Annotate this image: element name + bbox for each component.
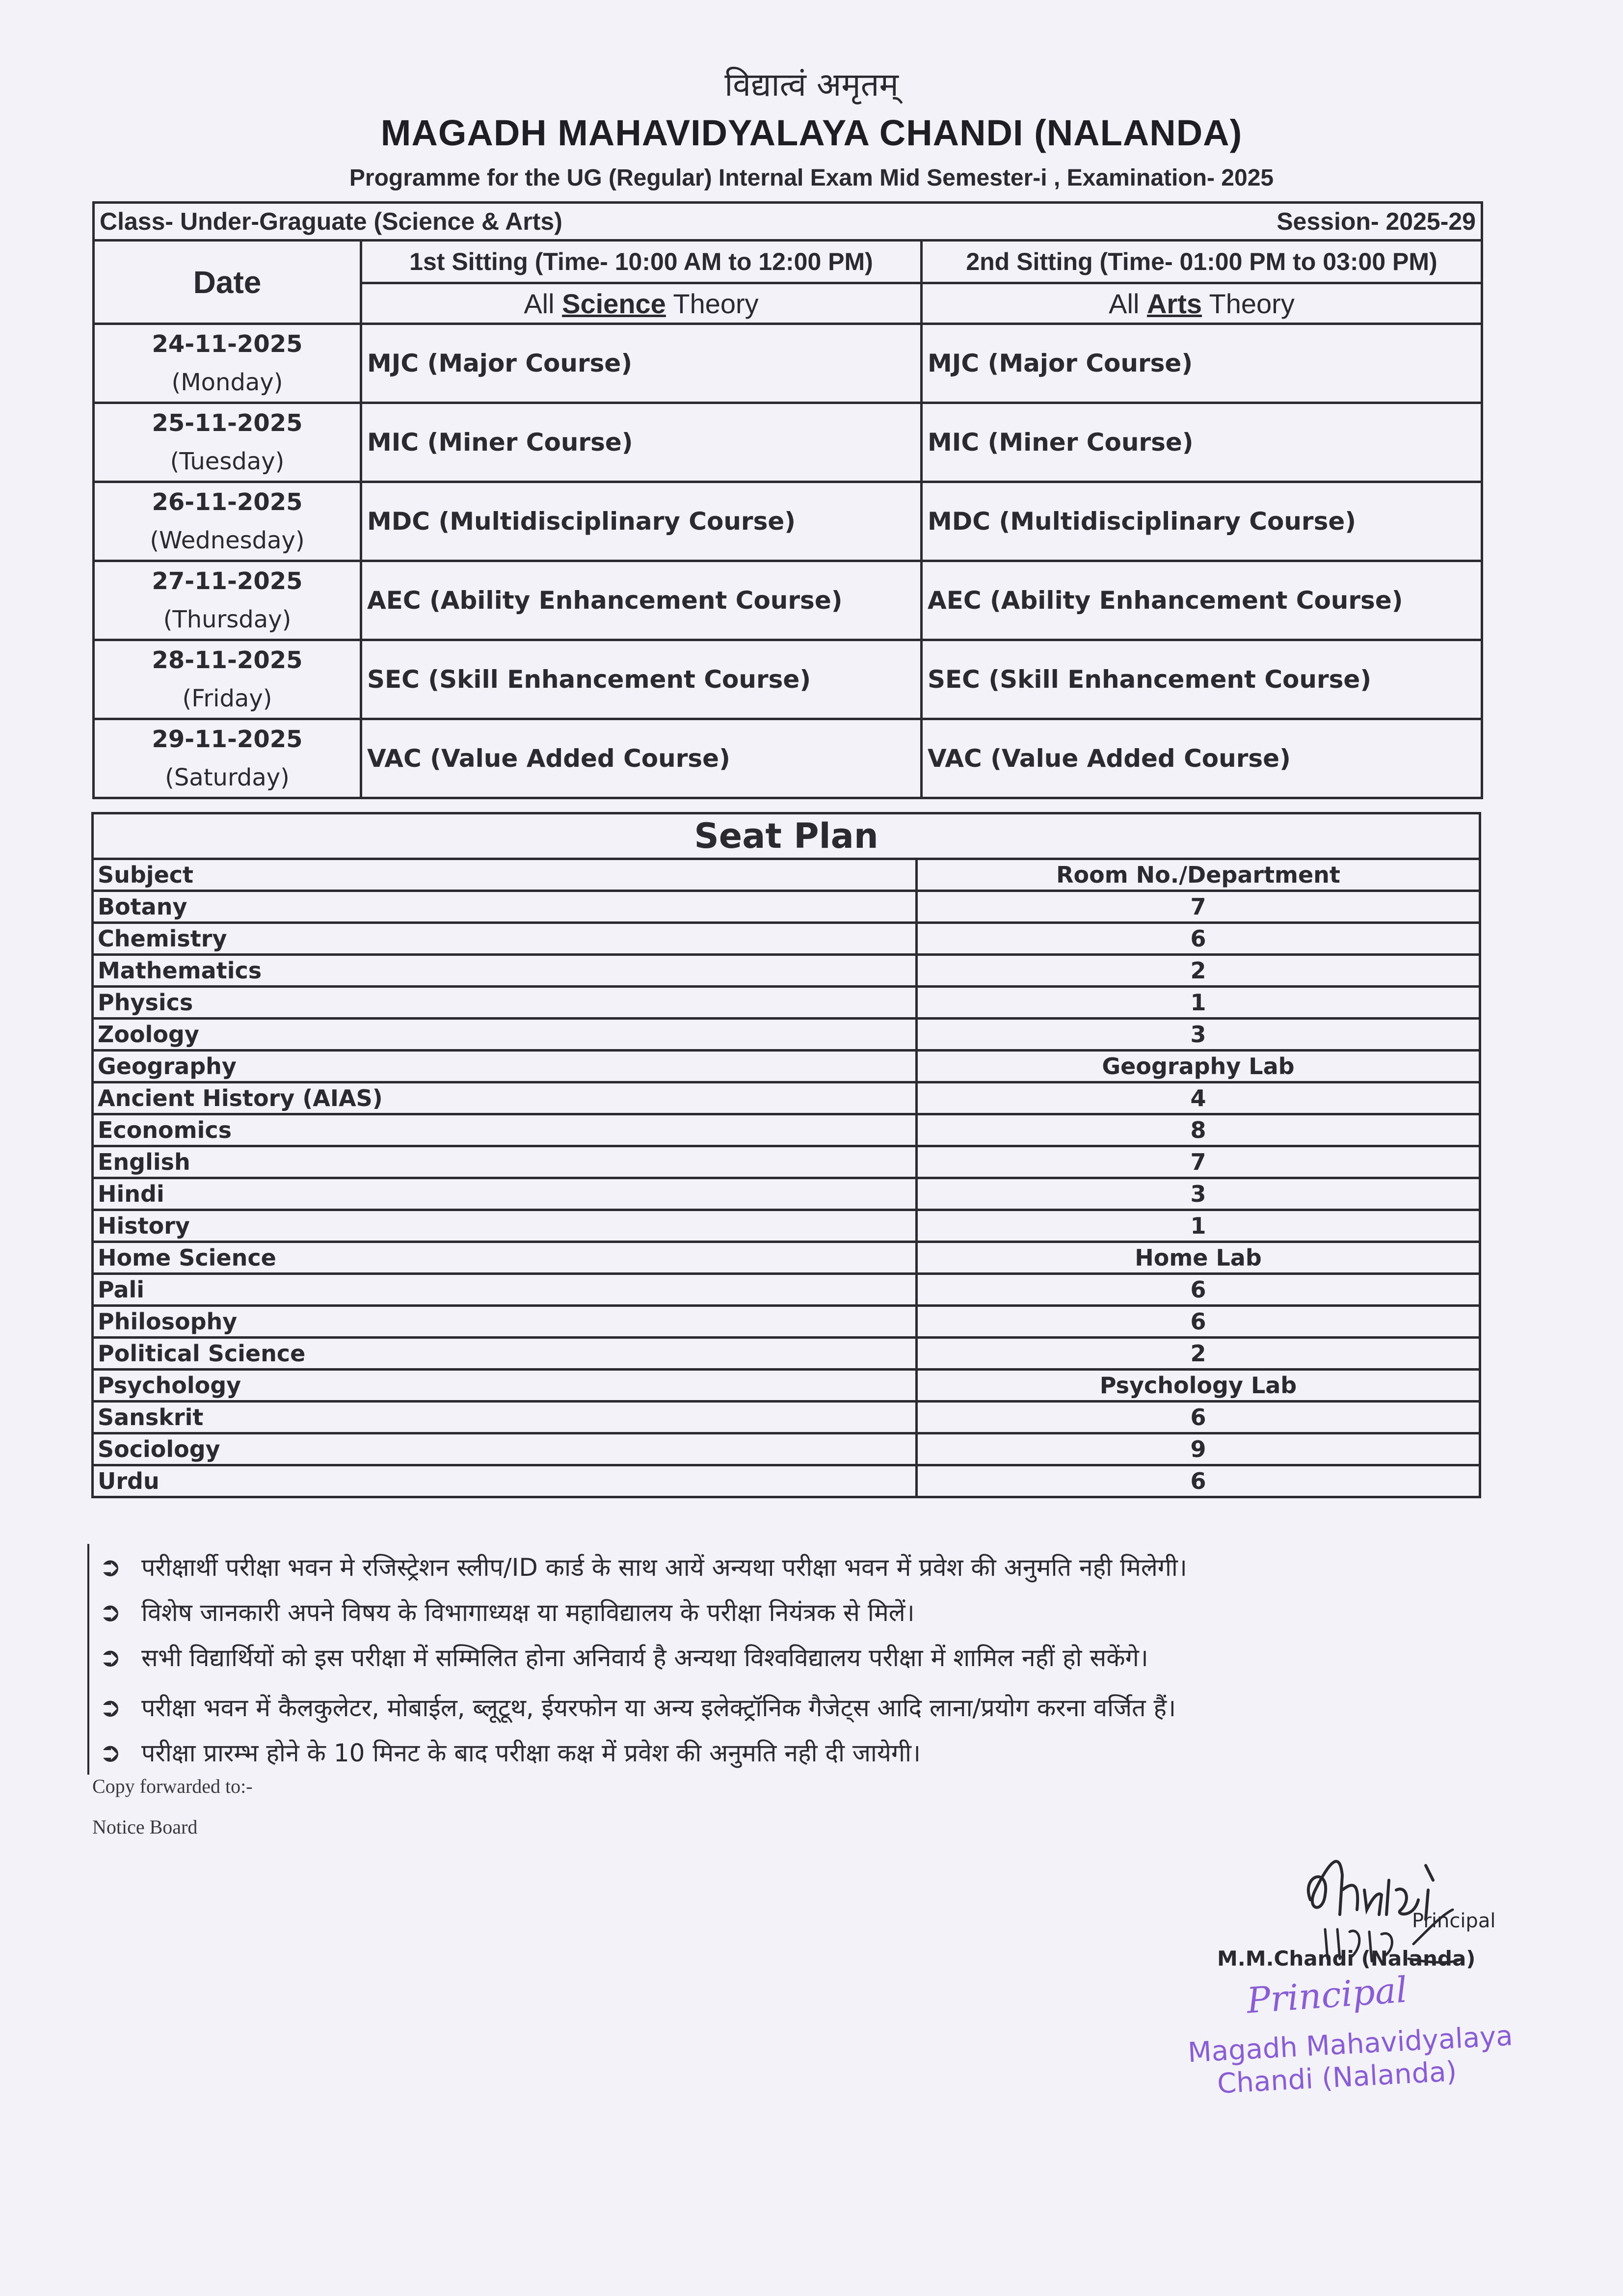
instruction-item xyxy=(99,1634,1522,1679)
seat-row xyxy=(93,1019,1480,1051)
seat-row xyxy=(93,987,1480,1019)
instruction-text: परीक्षा प्रारम्भ होने के 10 मिनट के बाद परीक्षा कक्ष में प्रवेश की अनुमति नही दी जायेगी। xyxy=(141,1739,921,1767)
theory-prefix: All xyxy=(1109,288,1140,319)
seat-row xyxy=(93,923,1480,955)
room-cell: 6 xyxy=(917,1402,1480,1433)
seat-row xyxy=(93,1274,1480,1306)
date-value: 28-11-2025 xyxy=(152,647,303,674)
arrow-circle-icon: ➲ xyxy=(99,1596,122,1627)
seat-row xyxy=(93,1338,1480,1370)
subject-cell: Pali xyxy=(93,1274,917,1306)
subject-cell: Zoology xyxy=(93,1019,917,1051)
first-sitting-course: MDC (Multidisciplinary Course) xyxy=(361,482,922,561)
signature-block xyxy=(1188,1846,1561,2101)
schedule-row xyxy=(94,561,1482,640)
class-row xyxy=(94,203,1482,241)
seat-row xyxy=(93,1402,1480,1433)
room-cell: 3 xyxy=(917,1019,1480,1051)
subject-cell: Geography xyxy=(93,1051,917,1082)
schedule-row xyxy=(94,482,1482,561)
arrow-circle-icon: ➲ xyxy=(99,1641,122,1673)
college-motto: विद्यात्वं अमृतम् xyxy=(724,66,899,104)
second-sitting-course: VAC (Value Added Course) xyxy=(922,719,1482,798)
instructions-list xyxy=(87,1544,1522,1775)
date-cell xyxy=(94,403,361,482)
instruction-text: विशेष जानकारी अपने विषय के विभागाध्यक्ष या महाविद्यालय के परीक्षा नियंत्रक से मिलें। xyxy=(141,1598,915,1627)
date-cell xyxy=(94,324,361,403)
schedule-row xyxy=(94,403,1482,482)
theory-stream-arts: Arts xyxy=(1146,288,1202,319)
theory-suffix: Theory xyxy=(673,288,759,319)
programme-title: Programme for the UG (Regular) Internal Exam Mid Semester-i , Examination- 2025 xyxy=(349,165,1274,191)
sitting-header-row xyxy=(94,241,1482,283)
instruction-item xyxy=(99,1544,1522,1589)
seat-row xyxy=(93,1242,1480,1274)
date-cell xyxy=(94,482,361,561)
subject-cell: Psychology xyxy=(93,1370,917,1402)
first-sitting-course: MIC (Miner Course) xyxy=(361,403,922,482)
copy-forwarded-label: Copy forwarded to:- xyxy=(92,1775,253,1797)
room-cell: 1 xyxy=(917,987,1480,1019)
second-sitting-course: SEC (Skill Enhancement Course) xyxy=(922,640,1482,719)
subject-cell: Political Science xyxy=(93,1338,917,1370)
seat-row xyxy=(93,1082,1480,1114)
stamp-title: Principal xyxy=(1245,1969,1409,2022)
subject-cell: Urdu xyxy=(93,1465,917,1497)
stamp-line-2: Chandi (Nalanda) xyxy=(1216,2055,1458,2100)
room-cell: 6 xyxy=(917,923,1480,955)
date-header: Date xyxy=(94,241,361,324)
instruction-item xyxy=(99,1729,1522,1775)
college-short-name: M.M.Chandi (Nalanda) xyxy=(1217,1946,1476,1971)
seat-row xyxy=(93,891,1480,923)
subject-cell: Home Science xyxy=(93,1242,917,1274)
seat-row xyxy=(93,1306,1480,1338)
seat-row xyxy=(93,955,1480,987)
subject-cell: Mathematics xyxy=(93,955,917,987)
second-sitting-course: AEC (Ability Enhancement Course) xyxy=(922,561,1482,640)
room-cell: Home Lab xyxy=(917,1242,1480,1274)
room-cell: Psychology Lab xyxy=(917,1370,1480,1402)
date-cell xyxy=(94,640,361,719)
seat-row xyxy=(93,1433,1480,1465)
exam-schedule-table xyxy=(92,201,1483,799)
arrow-circle-icon: ➲ xyxy=(99,1736,122,1768)
first-sitting-course: SEC (Skill Enhancement Course) xyxy=(361,640,922,719)
room-cell: 7 xyxy=(917,1146,1480,1178)
sitting1-header: 1st Sitting (Time- 10:00 AM to 12:00 PM) xyxy=(361,241,922,283)
room-cell: Geography Lab xyxy=(917,1051,1480,1082)
subject-cell: Ancient History (AIAS) xyxy=(93,1082,917,1114)
room-cell: 1 xyxy=(917,1210,1480,1242)
theory-suffix: Theory xyxy=(1209,288,1295,319)
sitting1-theory xyxy=(361,283,922,324)
subject-cell: Sociology xyxy=(93,1433,917,1465)
seat-row xyxy=(93,1465,1480,1497)
seat-row xyxy=(93,1051,1480,1082)
second-sitting-course: MJC (Major Course) xyxy=(922,324,1482,403)
seat-row xyxy=(93,1114,1480,1146)
arrow-circle-icon: ➲ xyxy=(99,1691,122,1723)
schedule-row xyxy=(94,640,1482,719)
first-sitting-course: VAC (Value Added Course) xyxy=(361,719,922,798)
date-cell xyxy=(94,561,361,640)
day-value: (Friday) xyxy=(182,685,272,712)
day-value: (Tuesday) xyxy=(170,448,285,475)
instruction-item xyxy=(99,1589,1522,1634)
room-cell: 4 xyxy=(917,1082,1480,1114)
date-value: 24-11-2025 xyxy=(152,330,303,358)
second-sitting-course: MDC (Multidisciplinary Course) xyxy=(922,482,1482,561)
first-sitting-course: AEC (Ability Enhancement Course) xyxy=(361,561,922,640)
date-cell xyxy=(94,719,361,798)
date-value: 29-11-2025 xyxy=(152,726,303,753)
room-cell: 8 xyxy=(917,1114,1480,1146)
principal-label: Principal xyxy=(1412,1910,1496,1932)
date-value: 27-11-2025 xyxy=(152,567,303,595)
notice-board-label: Notice Board xyxy=(92,1816,198,1838)
subject-cell: English xyxy=(93,1146,917,1178)
date-value: 26-11-2025 xyxy=(152,488,303,516)
session-label: Session- 2025-29 xyxy=(1277,208,1476,235)
seat-plan-title-row xyxy=(93,813,1480,859)
sitting2-header: 2nd Sitting (Time- 01:00 PM to 03:00 PM) xyxy=(922,241,1482,283)
room-cell: 9 xyxy=(917,1433,1480,1465)
class-cell xyxy=(94,203,1482,241)
seat-plan-title: Seat Plan xyxy=(93,813,1480,859)
day-value: (Wednesday) xyxy=(150,527,305,554)
first-sitting-course: MJC (Major Course) xyxy=(361,324,922,403)
day-value: (Saturday) xyxy=(165,764,290,791)
subject-cell: Physics xyxy=(93,987,917,1019)
room-cell: 6 xyxy=(917,1306,1480,1338)
class-label: Class- Under-Graguate (Science & Arts) xyxy=(100,208,562,235)
room-cell: 2 xyxy=(917,1338,1480,1370)
arrow-circle-icon: ➲ xyxy=(99,1551,122,1582)
day-value: (Monday) xyxy=(171,369,283,396)
subject-cell: Economics xyxy=(93,1114,917,1146)
day-value: (Thursday) xyxy=(163,606,292,633)
room-cell: 6 xyxy=(917,1465,1480,1497)
room-column-header: Room No./Department xyxy=(917,859,1480,891)
sitting2-theory xyxy=(922,283,1482,324)
subject-cell: Philosophy xyxy=(93,1306,917,1338)
seat-row xyxy=(93,1210,1480,1242)
seat-plan-header-row xyxy=(93,859,1480,891)
stamp-line-1: Magadh Mahavidyalaya xyxy=(1187,2020,1514,2069)
theory-prefix: All xyxy=(524,288,555,319)
instruction-text: परीक्षा भवन में कैलकुलेटर, मोबाईल, ब्लूटूथ, ईयरफोन या अन्य इलेक्ट्रॉनिक गैजेट्स आदि लाना/प्रयोग करना वर्जित हैं। xyxy=(141,1694,1176,1722)
room-cell: 3 xyxy=(917,1178,1480,1210)
room-cell: 7 xyxy=(917,891,1480,923)
seat-row xyxy=(93,1146,1480,1178)
second-sitting-course: MIC (Miner Course) xyxy=(922,403,1482,482)
schedule-row xyxy=(94,324,1482,403)
subject-cell: Botany xyxy=(93,891,917,923)
instruction-text: परीक्षार्थी परीक्षा भवन मे रजिस्ट्रेशन स्लीप/ID कार्ड के साथ आयें अन्यथा परीक्षा भवन में प्रवेश की अनुमति नही मिलेगी। xyxy=(141,1553,1187,1582)
seat-row xyxy=(93,1370,1480,1402)
seat-plan-table xyxy=(91,812,1481,1498)
subject-cell: Chemistry xyxy=(93,923,917,955)
room-cell: 2 xyxy=(917,955,1480,987)
room-cell: 6 xyxy=(917,1274,1480,1306)
schedule-row xyxy=(94,719,1482,798)
date-value: 25-11-2025 xyxy=(152,409,303,437)
instruction-text: सभी विद्यार्थियों को इस परीक्षा में सम्मिलित होना अनिवार्य है अन्यथा विश्वविद्यालय परीक्षा में शामिल नहीं हो सकेंगे। xyxy=(141,1644,1148,1672)
subject-column-header: Subject xyxy=(93,859,917,891)
theory-stream-science: Science xyxy=(562,288,666,319)
seat-row xyxy=(93,1178,1480,1210)
instruction-item xyxy=(99,1684,1522,1729)
subject-cell: Sanskrit xyxy=(93,1402,917,1433)
subject-cell: History xyxy=(93,1210,917,1242)
college-name: MAGADH MAHAVIDYALAYA CHANDI (NALANDA) xyxy=(380,112,1243,153)
subject-cell: Hindi xyxy=(93,1178,917,1210)
